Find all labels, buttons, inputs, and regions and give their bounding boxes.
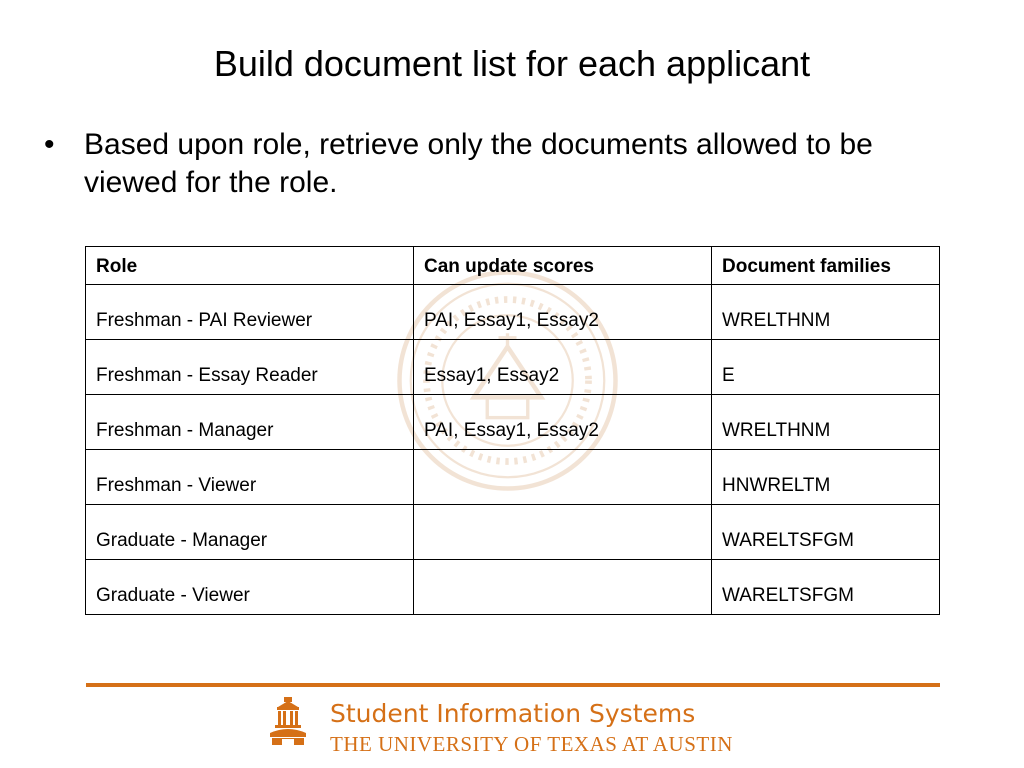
table-row: [86, 450, 940, 505]
header-cell-families: Document families: [712, 247, 940, 285]
bullet-dot: •: [44, 128, 55, 161]
footer-title: Student Information Systems: [330, 699, 696, 728]
table-header-row: [86, 247, 940, 285]
document-table: [85, 246, 940, 615]
cell-role: Freshman - Manager: [86, 395, 414, 450]
tower-logo-icon: [268, 697, 308, 747]
cell-scores: PAI, Essay1, Essay2: [414, 285, 712, 340]
cell-families: WRELTHNM: [712, 285, 940, 340]
cell-role: Freshman - PAI Reviewer: [86, 285, 414, 340]
cell-families: WARELTSFGM: [712, 560, 940, 615]
cell-scores: [414, 505, 712, 560]
cell-role: Graduate - Viewer: [86, 560, 414, 615]
cell-role: Graduate - Manager: [86, 505, 414, 560]
table-row: [86, 395, 940, 450]
header-cell-role: Role: [86, 247, 414, 285]
cell-role: Freshman - Essay Reader: [86, 340, 414, 395]
cell-scores: [414, 560, 712, 615]
cell-scores: Essay1, Essay2: [414, 340, 712, 395]
table-row: [86, 285, 940, 340]
table-row: [86, 340, 940, 395]
footer-divider: [86, 683, 940, 687]
cell-scores: PAI, Essay1, Essay2: [414, 395, 712, 450]
slide-title: Build document list for each applicant: [213, 43, 811, 84]
table-row: [86, 505, 940, 560]
cell-families: E: [712, 340, 940, 395]
cell-families: WRELTHNM: [712, 395, 940, 450]
header-cell-scores: Can update scores: [414, 247, 712, 285]
bullet-text: Based upon role, retrieve only the documents allowed to be viewed for the role.: [84, 128, 873, 199]
table-row: [86, 560, 940, 615]
cell-role: Freshman - Viewer: [86, 450, 414, 505]
cell-families: WARELTSFGM: [712, 505, 940, 560]
cell-families: HNWRELTM: [712, 450, 940, 505]
footer-subtitle: THE UNIVERSITY OF TEXAS AT AUSTIN: [330, 732, 733, 756]
bullet-item: [44, 126, 964, 202]
cell-scores: [414, 450, 712, 505]
